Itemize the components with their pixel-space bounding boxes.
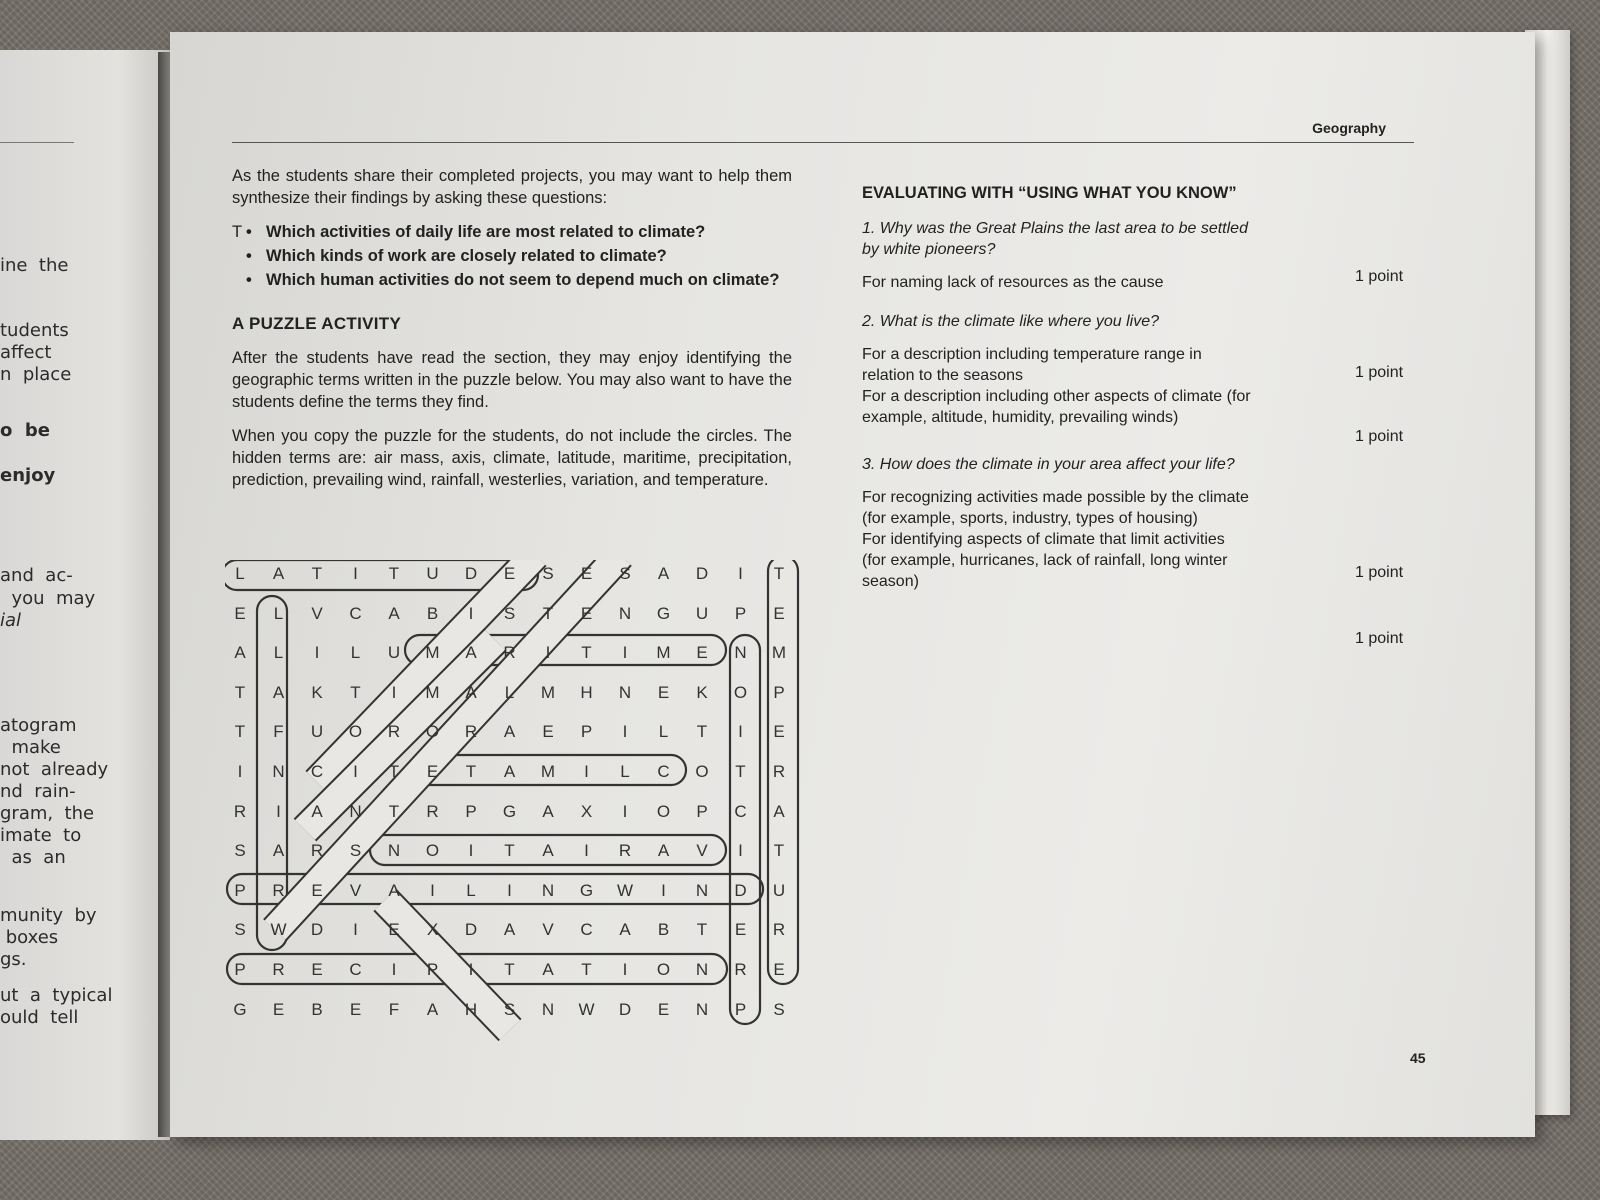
points-value: 1 point xyxy=(1355,564,1404,581)
grid-letter: A xyxy=(503,722,516,742)
grid-letter: P xyxy=(234,960,246,979)
grid-letter: N xyxy=(541,880,555,900)
grid-letter: W xyxy=(270,920,287,940)
left-fragment: n place xyxy=(0,364,72,385)
grid-letter: V xyxy=(542,920,554,940)
grid-letter: I xyxy=(545,643,551,663)
grid-letter: O xyxy=(733,682,748,702)
grid-letter: E xyxy=(657,999,670,1019)
grid-letter: I xyxy=(622,643,628,663)
grid-letter: I xyxy=(468,603,474,623)
grid-letter: G xyxy=(656,603,671,623)
grid-letter: C xyxy=(657,762,670,781)
grid-letter: S xyxy=(349,841,362,861)
grid-letter: R xyxy=(272,880,285,900)
grid-letter: O xyxy=(348,722,363,742)
grid-letter: A xyxy=(388,880,400,900)
grid-letter: G xyxy=(502,801,517,821)
grid-letter: T xyxy=(388,801,400,821)
grid-letter: E xyxy=(388,920,400,940)
grid-letter: E xyxy=(311,960,323,979)
left-fragment: and ac- xyxy=(0,565,73,586)
grid-letter: I xyxy=(507,880,512,900)
grid-letter: I xyxy=(468,841,474,861)
grid-letter: R xyxy=(772,920,786,940)
question-list xyxy=(232,221,792,291)
left-fragment: as an xyxy=(0,847,66,868)
left-fragment: imate to xyxy=(0,825,82,846)
grid-letter: S xyxy=(503,999,516,1019)
grid-letter: A xyxy=(503,762,516,781)
left-fragment: ut a typical xyxy=(0,985,113,1006)
question-item: • Which kinds of work are closely related to climate? xyxy=(232,245,792,267)
left-fragment: tudents xyxy=(0,320,69,341)
left-fragment: nd rain- xyxy=(0,781,76,802)
right-column xyxy=(862,183,1252,610)
grid-letter: O xyxy=(656,960,671,979)
grid-letter: I xyxy=(430,880,435,900)
grid-letter: S xyxy=(503,603,516,623)
grid-letter: I xyxy=(622,722,628,742)
grid-letter: I xyxy=(353,920,358,940)
grid-letter: T xyxy=(504,960,515,979)
grid-letter: W xyxy=(616,880,634,900)
grid-letter: N xyxy=(695,960,709,979)
grid-letter: D xyxy=(734,880,747,900)
grid-letter: R xyxy=(772,762,786,781)
grid-letter: I xyxy=(468,960,474,979)
grid-letter: E xyxy=(734,920,747,940)
grid-letter: E xyxy=(311,880,323,900)
grid-letter: A xyxy=(234,643,246,663)
left-fragment: munity by xyxy=(0,905,97,926)
grid-letter: I xyxy=(738,722,743,742)
grid-letter: E xyxy=(234,603,246,623)
grid-letter: T xyxy=(696,920,708,940)
grid-letter: D xyxy=(464,564,478,583)
grid-letter: K xyxy=(311,682,323,702)
grid-letter: A xyxy=(503,920,516,940)
grid-letter: A xyxy=(657,841,670,861)
left-fragment: ial xyxy=(0,610,22,631)
grid-letter: X xyxy=(580,801,593,821)
grid-letter: P xyxy=(426,960,439,979)
grid-letter: N xyxy=(387,841,401,861)
grid-letter: D xyxy=(695,564,709,583)
grid-letter: H xyxy=(464,999,478,1019)
points-value: 1 point xyxy=(1355,428,1404,445)
grid-letter: A xyxy=(388,603,400,623)
grid-letter: L xyxy=(466,880,476,900)
grid-letter: A xyxy=(426,999,439,1019)
grid-letter: O xyxy=(425,841,440,861)
question-item: • Which human activities do not seem to depend much on climate? xyxy=(232,269,792,291)
grid-letter: T xyxy=(388,564,400,583)
left-fragment: gram, the xyxy=(0,803,95,824)
grid-letter: T xyxy=(581,960,592,979)
grid-letter: L xyxy=(350,643,361,663)
grid-letter: I xyxy=(584,762,589,781)
grid-letter: E xyxy=(542,722,554,742)
grid-letter: T xyxy=(696,722,708,742)
t-margin-mark: T xyxy=(232,223,243,241)
grid-letter: A xyxy=(272,682,285,702)
eval-question: 3. How does the climate in your area affect your life? xyxy=(862,456,1235,473)
grid-letter: P xyxy=(734,603,747,623)
grid-letter: P xyxy=(234,880,246,900)
grid-letter: U xyxy=(426,564,439,583)
grid-letter: R xyxy=(233,801,247,821)
grid-letter: T xyxy=(773,841,785,861)
grid-letter: A xyxy=(272,841,285,861)
grid-letter: V xyxy=(696,841,708,861)
grid-letter: N xyxy=(695,999,709,1019)
grid-letter: T xyxy=(350,682,361,702)
left-fragment: ould tell xyxy=(0,1007,79,1028)
left-page xyxy=(0,50,170,1140)
eval-item xyxy=(862,454,1252,592)
grid-letter: D xyxy=(618,999,632,1019)
grid-letter: R xyxy=(464,722,478,742)
grid-letter: A xyxy=(542,960,554,979)
grid-letter: L xyxy=(235,564,245,583)
grid-letter: M xyxy=(425,643,440,663)
word-search-puzzle xyxy=(225,560,825,1065)
grid-letter: N xyxy=(349,801,362,821)
grid-letter: E xyxy=(580,564,593,583)
grid-letter: T xyxy=(465,762,477,781)
grid-letter: T xyxy=(234,722,246,742)
grid-letter: A xyxy=(542,841,554,861)
grid-letter: P xyxy=(465,801,477,821)
grid-letter: S xyxy=(234,841,246,861)
grid-letter: I xyxy=(353,564,358,583)
grid-letter: C xyxy=(310,762,324,781)
grid-letter: O xyxy=(656,801,671,821)
points-value: 1 point xyxy=(1355,268,1404,285)
left-fragment: atogram xyxy=(0,715,77,736)
grid-letter: V xyxy=(311,603,323,623)
grid-letter: L xyxy=(273,643,284,663)
grid-letter: L xyxy=(504,682,515,702)
grid-letter: N xyxy=(734,643,747,663)
grid-letter: I xyxy=(622,801,628,821)
eval-item xyxy=(862,311,1252,428)
grid-letter: R xyxy=(310,841,324,861)
grid-letter: N xyxy=(272,762,285,781)
grid-letter: E xyxy=(657,682,670,702)
grid-letter: T xyxy=(735,762,746,781)
grid-letter: E xyxy=(773,603,785,623)
grid-letter: I xyxy=(661,880,666,900)
grid-letter: K xyxy=(696,682,708,702)
eval-question: 1. Why was the Great Plains the last area to be settled by white pioneers? xyxy=(862,220,1248,258)
left-fragment: o be xyxy=(0,420,50,441)
left-column xyxy=(232,165,792,503)
grid-letter: A xyxy=(773,801,785,821)
grid-letter: T xyxy=(234,682,246,702)
grid-letter: R xyxy=(387,722,401,742)
grid-letter: E xyxy=(773,722,785,742)
grid-letter: M xyxy=(540,762,556,781)
eval-criterion: For a description including other aspects of climate (for example, altitude, humidity, prevailing winds) xyxy=(862,388,1251,426)
grid-letter: I xyxy=(738,564,743,583)
grid-letter: I xyxy=(584,841,589,861)
grid-letter: P xyxy=(580,722,593,742)
puzzle-paragraph: When you copy the puzzle for the students, do not include the circles. The hidden terms are: air mass, axis, climate, latitude, maritime, precipitation, prediction, prevailing wind, rainfall, westerlies, variation, and temperature. xyxy=(232,427,792,489)
grid-letter: U xyxy=(310,722,324,742)
grid-letter: U xyxy=(772,880,786,900)
grid-letter: T xyxy=(581,643,592,663)
grid-letter: I xyxy=(622,960,628,979)
grid-letter: C xyxy=(349,603,362,623)
grid-letter: A xyxy=(657,564,670,583)
left-fragment: enjoy xyxy=(0,465,56,486)
grid-letter: N xyxy=(618,682,632,702)
eval-question: 2. What is the climate like where you live? xyxy=(862,313,1160,330)
grid-letter: B xyxy=(426,603,439,623)
left-fragment: you may xyxy=(0,588,96,609)
grid-letter: F xyxy=(388,999,400,1019)
left-fragment: affect xyxy=(0,342,52,363)
grid-letter: N xyxy=(541,999,555,1019)
page-number: 45 xyxy=(1410,1050,1426,1066)
grid-letter: F xyxy=(273,722,284,742)
left-fragment: not already xyxy=(0,759,109,780)
eval-criterion: For recognizing activities made possible by the climate (for example, sports, industry, types of housing) xyxy=(862,489,1249,527)
grid-letter: R xyxy=(272,960,285,979)
grid-letter: E xyxy=(426,762,439,781)
grid-letter: C xyxy=(349,960,362,979)
grid-letter: O xyxy=(695,762,709,781)
grid-letter: H xyxy=(580,682,593,702)
left-fragment: gs. xyxy=(0,949,27,970)
grid-letter: I xyxy=(276,801,281,821)
eval-item xyxy=(862,218,1252,293)
grid-letter: S xyxy=(234,920,246,940)
running-header: Geography xyxy=(1312,120,1386,136)
grid-letter: G xyxy=(579,880,594,900)
grid-letter: T xyxy=(388,762,400,781)
points-value: 1 point xyxy=(1355,364,1404,381)
grid-letter: L xyxy=(273,603,284,623)
eval-criterion: For identifying aspects of climate that limit activities (for example, hurricanes, lack of rainfall, long winter season) xyxy=(862,531,1228,590)
grid-letter: V xyxy=(349,880,362,900)
grid-letter: X xyxy=(426,920,439,940)
left-fragment: make xyxy=(0,737,61,758)
grid-letter: G xyxy=(233,999,247,1019)
grid-letter: A xyxy=(619,920,631,940)
question-item: • Which activities of daily life are most related to climate? xyxy=(232,221,792,243)
grid-letter: A xyxy=(465,682,477,702)
grid-letter: P xyxy=(773,682,785,702)
grid-letter: T xyxy=(311,564,323,583)
grid-letter: T xyxy=(542,603,554,623)
grid-letter: R xyxy=(503,643,516,663)
grid-letter: L xyxy=(620,762,630,781)
grid-letter: S xyxy=(542,564,554,583)
grid-letter: E xyxy=(696,643,708,663)
grid-letter: N xyxy=(695,880,709,900)
grid-letter: B xyxy=(311,999,323,1019)
grid-letter: T xyxy=(773,564,785,583)
grid-letter: S xyxy=(773,999,785,1019)
grid-letter: M xyxy=(771,643,787,663)
left-fragment: ine the xyxy=(0,255,69,276)
eval-criterion: For a description including temperature range in relation to the seasons xyxy=(862,346,1202,384)
grid-letter: E xyxy=(503,564,516,583)
grid-letter: D xyxy=(464,920,478,940)
grid-letter: A xyxy=(272,564,285,583)
grid-letter: I xyxy=(237,762,243,781)
grid-letter: P xyxy=(734,999,747,1019)
evaluation-heading: EVALUATING WITH “USING WHAT YOU KNOW” xyxy=(862,184,1237,202)
grid-letter: I xyxy=(738,841,743,861)
puzzle-heading: A PUZZLE ACTIVITY xyxy=(232,314,402,333)
grid-letter: I xyxy=(391,960,397,979)
grid-letter: O xyxy=(425,722,440,742)
grid-letter: E xyxy=(773,960,785,979)
grid-letter: E xyxy=(272,999,285,1019)
grid-letter: D xyxy=(310,920,324,940)
grid-letter: P xyxy=(696,801,708,821)
grid-letter: R xyxy=(426,801,439,821)
grid-letter: A xyxy=(311,801,323,821)
grid-letter: W xyxy=(578,999,595,1019)
grid-letter: M xyxy=(656,643,671,663)
left-fragment: boxes xyxy=(0,927,59,948)
eval-criterion: For naming lack of resources as the cause xyxy=(862,274,1164,291)
grid-letter: M xyxy=(425,682,440,702)
grid-letter: L xyxy=(658,722,669,742)
grid-letter: A xyxy=(542,801,554,821)
grid-letter: M xyxy=(540,682,556,702)
points-value: 1 point xyxy=(1355,630,1404,647)
grid-letter: R xyxy=(734,960,747,979)
grid-letter: B xyxy=(657,920,670,940)
grid-letter: E xyxy=(349,999,362,1019)
grid-letter: C xyxy=(580,920,593,940)
grid-letter: I xyxy=(353,762,358,781)
grid-letter: U xyxy=(695,603,709,623)
grid-letter: E xyxy=(580,603,593,623)
grid-letter: U xyxy=(387,643,401,663)
grid-letter: I xyxy=(314,643,320,663)
grid-letter: C xyxy=(734,801,747,821)
intro-paragraph: As the students share their completed projects, you may want to help them synthesize their findings by asking these questions: xyxy=(232,167,792,207)
grid-letter: N xyxy=(618,603,632,623)
grid-letter: S xyxy=(619,564,631,583)
grid-letter: T xyxy=(504,841,515,861)
header-rule xyxy=(232,142,1414,143)
grid-letter: I xyxy=(391,682,397,702)
grid-letter: R xyxy=(618,841,632,861)
grid-letter: A xyxy=(465,643,477,663)
left-page-rule xyxy=(0,142,74,143)
puzzle-paragraph: After the students have read the section, they may enjoy identifying the geographic terms written in the puzzle below. You may also want to have the students define the terms they find. xyxy=(232,349,792,411)
